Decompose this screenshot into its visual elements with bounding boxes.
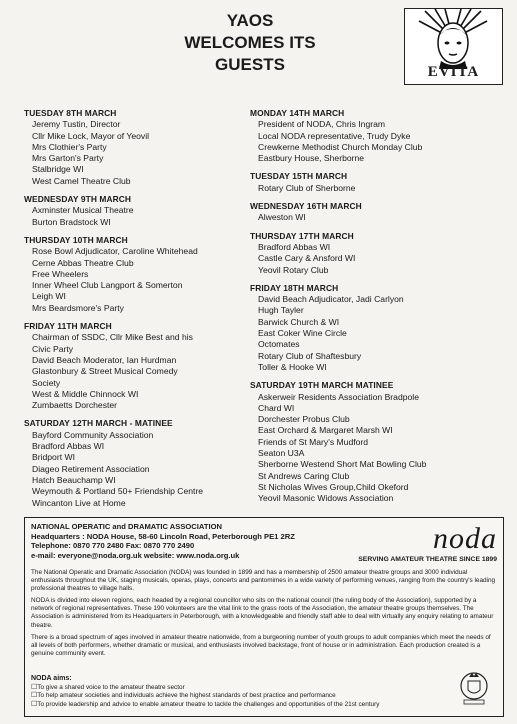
guest-entry: West & Middle Chinnock WI	[32, 388, 139, 399]
guest-entry: East Coker Wine Circle	[258, 328, 347, 339]
guest-entry: David Beach Adjudicator, Jadi Carlyon	[258, 294, 404, 305]
guest-entry: Wincanton Live at Home	[32, 497, 126, 508]
guest-entry: Bradford Abbas WI	[32, 441, 105, 452]
guest-list-right	[250, 108, 500, 512]
noda-phone: Telephone: 0870 770 2480 Fax: 0870 770 2490	[31, 541, 195, 551]
guest-day-heading: FRIDAY 18TH MARCH	[250, 282, 339, 293]
guest-entry: Chard WI	[258, 402, 295, 413]
guest-entry: Eastbury House, Sherborne	[258, 153, 365, 164]
guest-day-heading: WEDNESDAY 9TH MARCH	[24, 194, 132, 205]
guest-entry: Jeremy Tustin, Director	[32, 119, 121, 130]
noda-crest-icon	[459, 668, 489, 708]
guest-entry: Rotary Club of Sherborne	[258, 182, 356, 193]
title-line-2: WELCOMES ITS	[184, 33, 316, 52]
guest-entries	[250, 183, 500, 194]
guest-entry: St Andrews Caring Club	[258, 470, 350, 481]
guest-entry: West Camel Theatre Club	[32, 175, 131, 186]
guest-entry: Octomates	[258, 339, 300, 350]
guest-entry: Cllr Mike Lock, Mayor of Yeovil	[32, 130, 150, 141]
guest-day-group	[250, 201, 500, 224]
noda-email-web: e-mail: everyone@noda.org.uk website: www.noda.org.uk	[31, 550, 240, 560]
guest-entry: Bridport WI	[32, 452, 75, 463]
guest-day-heading: THURSDAY 17TH MARCH	[250, 230, 354, 241]
guest-entry: President of NODA, Chris Ingram	[258, 119, 386, 130]
guest-entry: Rotary Club of Shaftesbury	[258, 350, 362, 361]
guest-entry: Glastonbury & Street Musical Comedy	[32, 366, 178, 377]
guest-day-group	[24, 108, 244, 187]
guest-entry: Yeovil Rotary Club	[258, 264, 329, 275]
guest-entry: Castle Cary & Ansford WI	[258, 253, 356, 264]
guest-entry: Society	[32, 377, 61, 388]
guest-day-group	[24, 418, 244, 508]
guest-entry: Friends of St Mary's Mudford	[258, 436, 369, 447]
noda-aim-1: ☐ To give a shared voice to the amateur theatre sector	[31, 684, 451, 692]
title-line-3: GUESTS	[215, 55, 285, 74]
noda-aim-2: ☐ To help amateur societies and individuals achieve the highest standards of best practice and performance	[31, 692, 451, 700]
guest-entry: Burton Bradstock WI	[32, 216, 111, 227]
noda-tagline: SERVING AMATEUR THEATRE SINCE 1899	[358, 556, 497, 563]
guest-entry: Cerne Abbas Theatre Club	[32, 257, 134, 268]
guest-entries	[250, 212, 500, 223]
guest-entry: Axminster Musical Theatre	[32, 205, 134, 216]
guest-day-group	[24, 235, 244, 314]
guest-day-group	[250, 231, 500, 276]
guest-day-heading: THURSDAY 10TH MARCH	[24, 234, 128, 245]
noda-paragraph-1: The National Operatic and Dramatic Association (NODA) was founded in 1899 and has a membership of 2500 amateur theatre groups and 3000 individual enthusiasts throughout the UK, staging musicals, operas, plays, concerts and pantomimes in a wide variety of performing venues, ranging from the country's leading professional theatres to village halls.	[31, 569, 496, 593]
guest-day-group	[250, 171, 500, 194]
guest-entries	[250, 119, 500, 164]
guest-entry: Yeovil Masonic Widows Association	[258, 493, 394, 504]
guest-day-group	[24, 321, 244, 411]
guest-entry: Seaton U3A	[258, 448, 305, 459]
noda-logo: noda	[433, 522, 497, 555]
guest-entry: Hatch Beauchamp WI	[32, 474, 116, 485]
noda-aims-list	[31, 684, 451, 709]
guest-list-left	[24, 108, 244, 516]
guest-entry: Dorchester Probus Club	[258, 414, 350, 425]
guest-entries	[250, 242, 500, 276]
noda-hq: Headquarters : NODA House, 58-60 Lincoln Road, Peterborough PE1 2RZ	[31, 531, 295, 541]
guest-entries	[250, 294, 500, 373]
guest-entries	[24, 332, 244, 411]
guest-day-group	[250, 283, 500, 373]
guest-day-heading: FRIDAY 11TH MARCH	[24, 321, 112, 332]
guest-entry: Barwick Church & WI	[258, 316, 340, 327]
guest-entry: Leigh WI	[32, 291, 66, 302]
guest-entry: Sherborne Westend Short Mat Bowling Club	[258, 459, 427, 470]
guest-entry: Zumbaetts Dorchester	[32, 400, 118, 411]
guest-entry: Alweston WI	[258, 212, 306, 223]
guest-entry: Rose Bowl Adjudicator, Caroline Whitehead	[32, 246, 198, 257]
guest-entry: Inner Wheel Club Langport & Somerton	[32, 280, 183, 291]
guest-entries	[24, 430, 244, 509]
noda-org-name: NATIONAL OPERATIC and DRAMATIC ASSOCIATION	[31, 522, 222, 531]
guest-day-heading: SATURDAY 19TH MARCH MATINEE	[250, 380, 394, 391]
guest-entry: Mrs Garton's Party	[32, 153, 104, 164]
guest-entry: Mrs Beardsmore's Party	[32, 302, 124, 313]
guest-entry: Diageo Retirement Association	[32, 463, 150, 474]
guest-entry: Free Wheelers	[32, 268, 89, 279]
guest-entry: Hugh Tayler	[258, 305, 304, 316]
noda-aims-title: NODA aims:	[31, 675, 72, 682]
guest-entries	[24, 246, 244, 314]
page-title	[150, 10, 350, 76]
guest-day-group	[24, 194, 244, 228]
noda-description	[31, 569, 497, 662]
guest-entry: Local NODA representative, Trudy Dyke	[258, 130, 411, 141]
guest-entry: Mrs Clothier's Party	[32, 141, 107, 152]
noda-aim-3: ☐ To provide leadership and advice to enable amateur theatre to tackle the challenges and opportunities of the 21st century	[31, 701, 451, 709]
noda-paragraph-2: NODA is divided into eleven regions, each headed by a regional councillor who sits on the national council (the ruling body of the Association), supported by a network of regional representatives. These 190 volunteers are the vital link to the grass roots of the Association, the amateur theatre groups themselves. The Association is administered from its Headquarters in Peterborough, with a knowledgeable and friendly staff able to deal with virtually any enquiry relating to amateur theatre.	[31, 597, 494, 629]
guest-entries	[24, 205, 244, 228]
guest-day-heading: MONDAY 14TH MARCH	[250, 108, 345, 118]
guest-entry: St Nicholas Wives Group,Child Okeford	[258, 481, 409, 492]
noda-contact-block	[31, 522, 331, 560]
guest-entry: Bradford Abbas WI	[258, 241, 331, 252]
guest-entry: Crewkerne Methodist Church Monday Club	[258, 141, 423, 152]
guest-day-heading: TUESDAY 15TH MARCH	[250, 171, 348, 182]
guest-entry: Bayford Community Association	[32, 429, 154, 440]
guest-entry: Weymouth & Portland 50+ Friendship Centre	[32, 486, 204, 497]
guest-entry: Askerweir Residents Association Bradpole	[258, 391, 419, 402]
noda-paragraph-3: There is a broad spectrum of ages involved in amateur theatre nationwide, from a burgeoning number of youth groups to adult companies which meet the needs of all levels of both performers, whether dramatic or musical, and enthusiasts involved backstage, front of house or in administration. Each production created is a genuine community event.	[31, 633, 491, 657]
guest-day-group	[250, 380, 500, 504]
guest-day-heading: WEDNESDAY 16TH MARCH	[250, 201, 362, 212]
guest-entry: Civic Party	[32, 343, 74, 354]
guest-day-group	[250, 108, 500, 164]
noda-panel	[24, 517, 504, 717]
guest-entries	[24, 119, 244, 187]
title-line-1: YAOS	[226, 11, 274, 30]
guest-day-heading: TUESDAY 8TH MARCH	[24, 108, 117, 118]
guest-entry: East Orchard & Margaret Marsh WI	[258, 425, 393, 436]
guest-entry: Stalbridge WI	[32, 164, 84, 175]
guest-entries	[250, 392, 500, 505]
guest-entry: Chairman of SSDC, Cllr Mike Best and his	[32, 332, 193, 343]
evita-logo	[404, 8, 503, 85]
guest-day-heading: SATURDAY 12TH MARCH - MATINEE	[24, 418, 173, 429]
evita-wordmark: EVITA	[427, 64, 480, 80]
evita-face-icon	[405, 9, 502, 69]
guest-entry: David Beach Moderator, Ian Hurdman	[32, 354, 177, 365]
guest-entry: Toller & Hooke WI	[258, 361, 327, 372]
